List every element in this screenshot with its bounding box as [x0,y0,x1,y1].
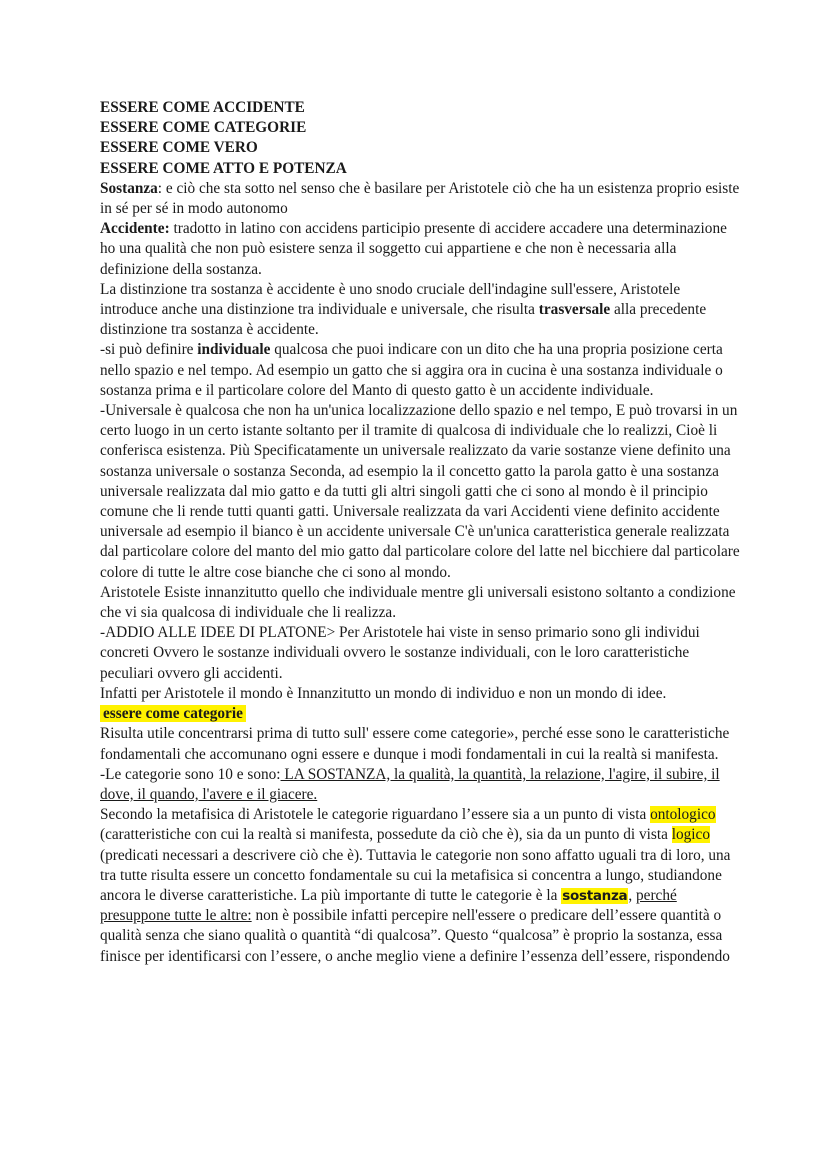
text-secondo-3: (predicati necessari a descrivere ciò che è). Tuttavia le categorie non sono affatto uguali tra di loro, una tra tutte risulta essere un concetto fondamentale su cui la metafisica si concentra a lungo, studiandone ancora le diverse caratteristiche. La più importante di tutte le categorie è la [100,846,731,904]
paragraph-individuale [100,340,740,401]
text-individuale-1: -si può definire [100,341,198,359]
paragraph-categorie-list [100,765,740,805]
paragraph-infatti: Infatti per Aristotele il mondo è Innanzitutto un mondo di individuo e non un mondo di idee. [100,684,667,702]
highlight-sostanza: sostanza [562,887,628,904]
text-accidente: tradotto in latino con accidens participio presente di accidere accadere una determinazione ho una qualità che non può esistere senza il soggetto cui appartiene e che non è necessaria alla definizione della sostanza. [100,220,727,278]
section-title-categorie [100,704,740,724]
paragraph-esiste: Aristotele Esiste innanzitutto quello che individuale mentre gli universali esistono soltanto a condizione che vi sia qualcosa di individuale che li realizza. [100,583,736,622]
heading-categorie: ESSERE COME CATEGORIE [100,119,307,137]
text-secondo-5: non è possibile infatti percepire nell'essere o predicare dell’essere quantità o qualità senza che siano qualità o quantità “di qualcosa”. Questo “qualcosa” è proprio la sostanza, essa finisce per identificarsi con l’essere, o anche meglio viene a definire l’essenza dell’essere, rispondendo [100,907,730,965]
paragraph-secondo [100,805,740,967]
text-individuale-2: qualcosa che puoi indicare con un dito che ha una propria posizione certa nello spazio e nel tempo. Ad esempio un gatto che si aggira ora in cucina è una sostanza individuale o sostanza prima e il particolare colore del Manto di questo gatto è un accidente individuale. [100,341,723,399]
term-trasversale: trasversale [538,301,611,319]
text-secondo-4: , [628,886,636,904]
paragraph-universale: -Universale è qualcosa che non ha un'unica localizzazione dello spazio e nel tempo, E può trovarsi in un certo luogo in un certo istante soltanto per il tramite di qualcosa di individuale che lo realizzi, Cioè li conferisca esistenza. Più Specificatamente un universale realizzato da varie sostanze viene definito una sostanza universale o sostanza Seconda, ad esempio la il concetto gatto la parola gatto è una sostanza universale realizzata dal mio gatto e da tutti gli altri singoli gatti che ci sono al mondo è il principio comune che li rende tutti quanti gatti. Universale realizzata da vari Accidenti viene definito accidente universale ad esempio il bianco è un accidente universale C'è un'unica caratteristica generale realizzata dal particolare colore del manto del mio gatto dal particolare colore del latte nel bicchiere dal particolare colore di tutte le altre cose bianche che ci sono al mondo. [100,402,740,581]
highlighted-section-title: essere come categorie [100,705,246,722]
text-sostanza: : e ciò che sta sotto nel senso che è basilare per Aristotele ciò che ha un esistenza proprio esiste in sé per sé in modo autonomo [100,179,740,218]
document-body [100,98,740,967]
term-accidente: Accidente: [100,220,170,238]
highlight-ontologico: ontologico [650,806,716,824]
heading-atto-potenza: ESSERE COME ATTO E POTENZA [100,159,347,177]
heading-accidente: ESSERE COME ACCIDENTE [100,99,305,116]
text-distinzione-2: alla precedente distinzione tra sostanza è accidente. [100,301,707,339]
paragraph-distinzione [100,280,740,341]
paragraph-addio-platone: -ADDIO ALLE IDEE DI PLATONE> Per Aristotele hai viste in senso primario sono gli individui concreti Ovvero le sostanze individuali ovvero le sostanze individuali, con le loro caratteristiche peculiari ovvero gli accidenti. [100,624,700,682]
paragraph-accidente [100,219,740,280]
text-secondo-1: Secondo la metafisica di Aristotele le categorie riguardano l’essere sia a un punto di vista [100,806,651,824]
term-sostanza: Sostanza [100,179,158,197]
text-distinzione-1: La distinzione tra sostanza è accidente è uno snodo cruciale dell'indagine sull'essere, Aristotele introduce anche una distinzione tra individuale e universale, che risulta [100,280,681,319]
underlined-categorie-list: LA SOSTANZA, la qualità, la quantità, la relazione, l'agire, il subire, il dove, il quando, l'avere e il giacere. [100,765,720,803]
text-secondo-2: (caratteristiche con cui la realtà si manifesta, possedute da ciò che è), sia da un punto di vista [100,826,672,844]
text-categorie-intro: -Le categorie sono 10 e sono: [100,765,281,783]
paragraph-risulta: Risulta utile concentrarsi prima di tutto sull' essere come categorie», perché esse sono le caratteristiche fondamentali che accomunano ogni essere e dunque i modi fondamentali in cui la realtà si manifesta. [100,725,730,763]
term-individuale: individuale [197,341,271,359]
paragraph-sostanza [100,179,740,219]
heading-vero: ESSERE COME VERO [100,139,258,157]
underlined-presuppone: perché presuppone tutte le altre: [100,886,677,925]
highlight-logico: logico [671,826,710,844]
